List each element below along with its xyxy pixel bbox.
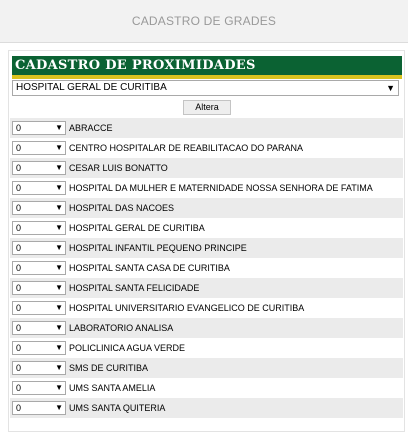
proximity-select-value: 0 [16, 203, 22, 213]
hospital-label: CENTRO HOSPITALAR DE REABILITACAO DO PARANA [69, 143, 304, 153]
hospital-label: LABORATORIO ANALISA [69, 323, 174, 333]
proximity-select-value: 0 [16, 323, 22, 333]
list-item [10, 118, 403, 138]
hospital-label: HOSPITAL DA MULHER E MATERNIDADE NOSSA SENHORA DE FATIMA [69, 183, 373, 193]
proximity-select[interactable] [12, 221, 66, 235]
hospital-label: HOSPITAL INFANTIL PEQUENO PRINCIPE [69, 243, 247, 253]
chevron-down-icon: ▼ [55, 383, 63, 392]
proximity-select[interactable] [12, 301, 66, 315]
proximity-select[interactable] [12, 281, 66, 295]
proximity-select-value: 0 [16, 303, 22, 313]
chevron-down-icon: ▼ [55, 323, 63, 332]
proximity-select-value: 0 [16, 263, 22, 273]
page-header [0, 0, 408, 43]
hospital-label: HOSPITAL DAS NACOES [69, 203, 175, 213]
proximity-select-value: 0 [16, 243, 22, 253]
hospital-select-value: HOSPITAL GERAL DE CURITIBA [16, 82, 167, 93]
proximity-select[interactable] [12, 261, 66, 275]
list-item [10, 378, 403, 398]
list-item [10, 138, 403, 158]
list-item [10, 198, 403, 218]
proximity-select[interactable] [12, 341, 66, 355]
list-item [10, 318, 403, 338]
proximity-select[interactable] [12, 361, 66, 375]
hospital-label: HOSPITAL UNIVERSITARIO EVANGELICO DE CURITIBA [69, 303, 305, 313]
list-item [10, 218, 403, 238]
proximity-select-value: 0 [16, 343, 22, 353]
proximity-select-value: 0 [16, 383, 22, 393]
proximity-select[interactable] [12, 241, 66, 255]
proximity-select[interactable] [12, 321, 66, 335]
hospital-label: POLICLINICA AGUA VERDE [69, 343, 186, 353]
chevron-down-icon: ▼ [55, 223, 63, 232]
chevron-down-icon: ▼ [386, 83, 395, 93]
panel-title: CADASTRO DE PROXIMIDADES [15, 58, 256, 73]
chevron-down-icon: ▼ [55, 343, 63, 352]
hospital-label: HOSPITAL SANTA CASA DE CURITIBA [69, 263, 230, 273]
chevron-down-icon: ▼ [55, 123, 63, 132]
proximity-select-value: 0 [16, 163, 22, 173]
hospital-label: ABRACCE [69, 123, 113, 133]
hospital-label: UMS SANTA QUITERIA [69, 403, 166, 413]
list-item [10, 178, 403, 198]
hospital-label: HOSPITAL SANTA FELICIDADE [69, 283, 200, 293]
chevron-down-icon: ▼ [55, 403, 63, 412]
proximity-select-value: 0 [16, 363, 22, 373]
proximity-select-value: 0 [16, 283, 22, 293]
list-item [10, 358, 403, 378]
chevron-down-icon: ▼ [55, 243, 63, 252]
proximity-select[interactable] [12, 401, 66, 415]
list-item [10, 278, 403, 298]
list-item [10, 398, 403, 418]
list-item [10, 298, 403, 318]
chevron-down-icon: ▼ [55, 303, 63, 312]
page-title: CADASTRO DE GRADES [131, 14, 277, 28]
list-item [10, 158, 403, 178]
chevron-down-icon: ▼ [55, 203, 63, 212]
list-item [10, 258, 403, 278]
hospital-label: SMS DE CURITIBA [69, 363, 149, 373]
proximity-select[interactable] [12, 141, 66, 155]
hospital-label: UMS SANTA AMELIA [69, 383, 156, 393]
proximity-select[interactable] [12, 381, 66, 395]
chevron-down-icon: ▼ [55, 143, 63, 152]
list-item [10, 338, 403, 358]
chevron-down-icon: ▼ [55, 183, 63, 192]
proximity-select[interactable] [12, 181, 66, 195]
chevron-down-icon: ▼ [55, 363, 63, 372]
chevron-down-icon: ▼ [55, 163, 63, 172]
proximity-select[interactable] [12, 121, 66, 135]
chevron-down-icon: ▼ [55, 283, 63, 292]
proximity-select-value: 0 [16, 403, 22, 413]
proximity-select[interactable] [12, 161, 66, 175]
hospital-select[interactable] [12, 80, 399, 96]
proximity-select-value: 0 [16, 223, 22, 233]
proximity-select-value: 0 [16, 123, 22, 133]
altera-button[interactable]: Altera [183, 100, 231, 115]
proximity-list [10, 118, 403, 418]
hospital-label: CESAR LUIS BONATTO [69, 163, 168, 173]
proximidades-panel [8, 50, 405, 432]
proximity-select[interactable] [12, 201, 66, 215]
chevron-down-icon: ▼ [55, 263, 63, 272]
proximity-select-value: 0 [16, 143, 22, 153]
panel-title-bar [12, 56, 402, 79]
proximity-select-value: 0 [16, 183, 22, 193]
list-item [10, 238, 403, 258]
hospital-label: HOSPITAL GERAL DE CURITIBA [69, 223, 205, 233]
